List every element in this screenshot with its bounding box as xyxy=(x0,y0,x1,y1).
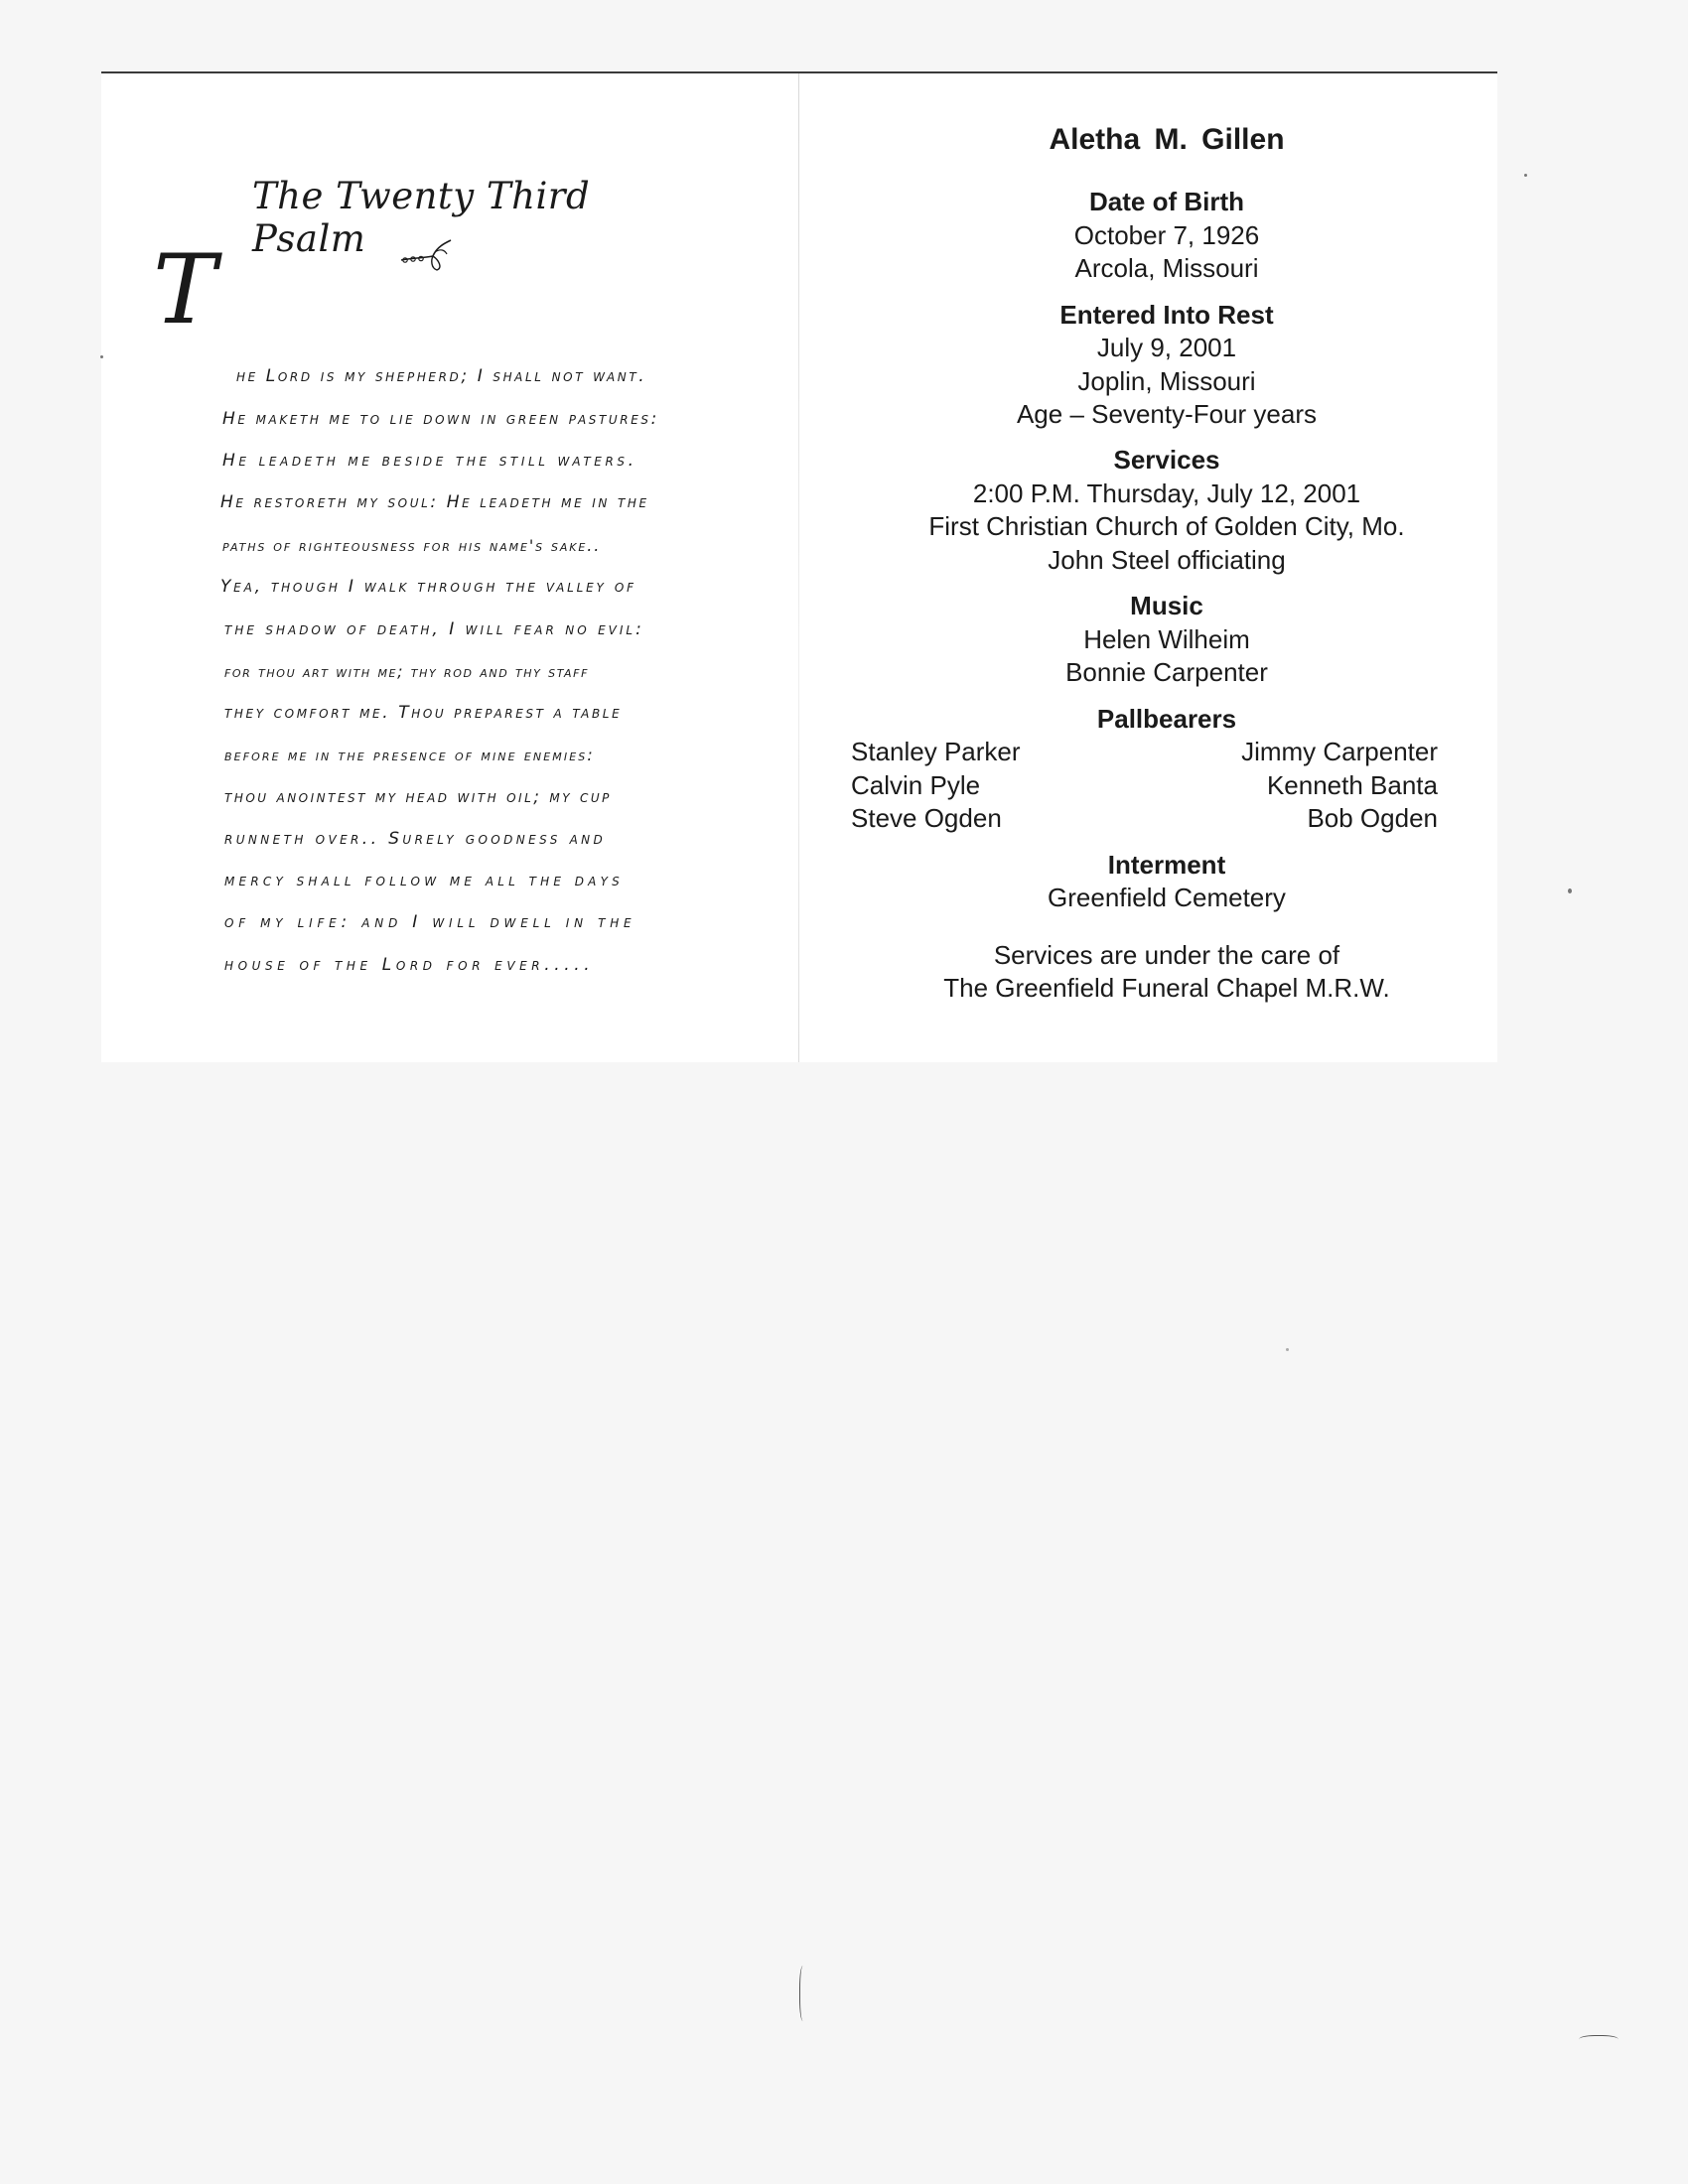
program-panel xyxy=(836,73,1497,1062)
music-name: Helen Wilheim xyxy=(1083,624,1250,654)
pallbearer-name: Calvin Pyle xyxy=(851,770,981,800)
center-fold xyxy=(798,73,799,1062)
birth-heading: Date of Birth xyxy=(1089,187,1244,216)
deceased-name: Aletha M. Gillen xyxy=(1049,123,1285,156)
psalm-line: paths of righteousness for his name's sake.. xyxy=(222,536,602,555)
psalm-line: Yea, though I walk through the valley of xyxy=(220,577,636,597)
scan-speck xyxy=(1524,174,1527,177)
psalm-line: of my life: and I will dwell in the xyxy=(224,912,636,932)
birth-date: October 7, 1926 xyxy=(1073,220,1260,250)
rest-place: Joplin, Missouri xyxy=(1077,366,1256,396)
psalm-line: He maketh me to lie down in green pastures: xyxy=(222,409,659,429)
interment-heading: Interment xyxy=(1107,850,1226,880)
psalm-line: mercy shall follow me all the days xyxy=(224,871,624,890)
psalm-line: he Lord is my shepherd; I shall not want. xyxy=(236,366,647,386)
pallbearer-name: Steve Ogden xyxy=(851,803,1002,833)
rest-heading: Entered Into Rest xyxy=(1059,300,1274,330)
services-heading: Services xyxy=(1113,445,1220,475)
floral-ornament-icon xyxy=(397,236,457,272)
scan-speck xyxy=(100,355,103,358)
scan-speck xyxy=(1286,1348,1289,1351)
age: Age – Seventy-Four years xyxy=(1016,399,1318,429)
care-line: Services are under the care of xyxy=(993,940,1340,970)
psalm-line: before me in the presence of mine enemies: xyxy=(224,746,595,764)
scan-speck xyxy=(1568,888,1572,893)
pallbearer-name: Jimmy Carpenter xyxy=(1241,737,1438,766)
psalm-title: The Twenty Third Psalm xyxy=(252,175,591,260)
interment-place: Greenfield Cemetery xyxy=(1048,883,1286,912)
pallbearers-heading: Pallbearers xyxy=(1096,704,1237,734)
pallbearer-name: Kenneth Banta xyxy=(1266,770,1438,800)
psalm-line: for thou art with me; thy rod and thy staff xyxy=(224,662,590,681)
psalm-line: He leadeth me beside the still waters. xyxy=(222,451,637,471)
care-line: The Greenfield Funeral Chapel M.R.W. xyxy=(943,973,1390,1003)
psalm-line: runneth over.. Surely goodness and xyxy=(224,829,607,849)
psalm-line: thou anointest my head with oil; my cup xyxy=(224,787,612,807)
pallbearer-name: Bob Ogden xyxy=(1307,803,1438,833)
folded-program-sheet xyxy=(101,71,1497,1062)
scan-mark xyxy=(799,1966,808,2021)
music-name: Bonnie Carpenter xyxy=(1065,657,1268,687)
music-heading: Music xyxy=(1130,591,1203,620)
birth-place: Arcola, Missouri xyxy=(1074,253,1259,283)
scan-mark xyxy=(1579,2035,1618,2046)
psalm-dropcap: T xyxy=(153,234,217,345)
services-time: 2:00 P.M. Thursday, July 12, 2001 xyxy=(972,478,1361,508)
services-officiant: John Steel officiating xyxy=(1048,545,1286,575)
services-place: First Christian Church of Golden City, Mo. xyxy=(928,511,1405,541)
psalm-line: the shadow of death, I will fear no evil: xyxy=(224,619,644,639)
rest-date: July 9, 2001 xyxy=(1096,333,1237,362)
pallbearer-name: Stanley Parker xyxy=(851,737,1021,766)
psalm-line: He restoreth my soul: He leadeth me in the xyxy=(220,492,649,512)
psalm-line: house of the Lord for ever..... xyxy=(224,955,595,975)
psalm-line: they comfort me. Thou preparest a table xyxy=(224,703,623,723)
